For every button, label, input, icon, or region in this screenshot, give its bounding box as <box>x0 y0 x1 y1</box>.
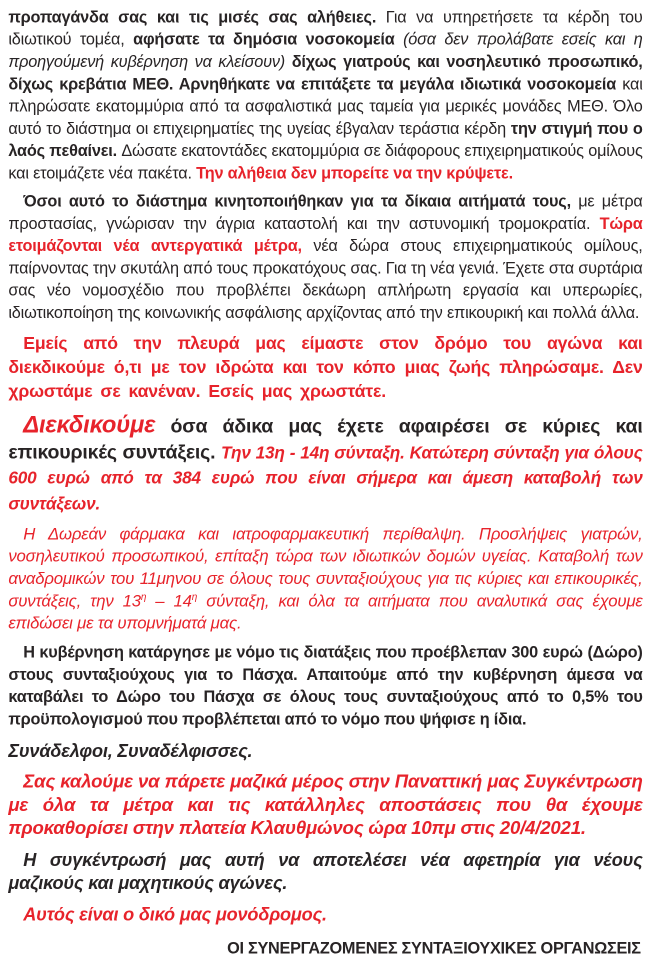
text-run: σύνταξη, και όλα τα αιτήματα που αναλυτικά σας έχουμε επιδώσει με τα υπομνήματά μας. <box>8 591 648 633</box>
text-run: (όσα δεν προλάβατε εσείς και η προηγούμενή κυβέρνηση να κλείσουν) <box>8 29 647 71</box>
text-run: Σας καλούμε να πάρετε μαζικά μέρος στην Παναττική μας Συγκέντρωση με όλα τα μέτρα και τις κατάλληλες αποστάσεις που θα έχουμε προκαθορίσει στην πλατεία Κλαυθμώνος ώρα 10πμ στις 20/4/2021. <box>8 771 648 839</box>
paragraph-one-way <box>8 904 642 926</box>
text-run: Την 13η - 14η σύνταξη. Κατώτερη σύνταξη για όλους 600 ευρώ από τα 384 ευρώ που είναι σήμερα και άμεση καταβολή των συντάξεων. <box>8 442 648 513</box>
text-run: Η Δωρεάν φάρμακα και ιατροφαρμακευτική περίθαλψη. Προσλήψεις γιατρών, νοσηλευτικού προσωπικού, επίταξη τώρα των ιδιωτικών δομών υγείας. Καταβολή των αναδρομικών του 11μηνου σε όλους τους συνταξιούχους για τις κύριες και επικουρικές, συντάξεις, την 13 <box>8 524 648 611</box>
paragraph-easter-bonus <box>8 641 647 730</box>
text-run: Τώρα ετοιμάζονται νέα αντεργατικά μέτρα, <box>8 213 647 255</box>
text-run: Η συγκέντρωσή μας αυτή να αποτελέσει νέα αφετηρία για νέους μαζικούς και μαχητικούς αγώνες. <box>8 850 648 894</box>
text-run: Διεκδικούμε <box>23 411 156 439</box>
text-run: με μέτρα προστασίας, γνώρισαν την άγρια καταστολή και την αστυνομική τρομοκρατία. <box>8 191 647 233</box>
paragraph-claim-pensions <box>8 411 648 516</box>
paragraph-manifesto <box>8 332 651 405</box>
text-run: όσα άδικα μας έχετε αφαιρέσει σε κύριες και επικουρικές συντάξεις. <box>8 415 648 463</box>
paragraph-health-system <box>8 6 647 185</box>
text-run: και πληρώσατε εκατομμύρια από τα ασφαλιστικά μας ταμεία για μερικές μονάδες ΜΕΘ. Όλο αυτό το διάστημα οι επιχειρηματίες της υγείας έβγαλαν τεράστια κέρδη <box>8 74 647 138</box>
text-run: Αυτός είναι ο δικό μας μονόδρομος. <box>23 904 327 926</box>
text-run: Όσοι αυτό το διάστημα κινητοποιήθηκαν για τα δίκαια αιτήματά τους, <box>23 191 579 211</box>
text-run: την στιγμή που ο λαός πεθαίνει. <box>8 119 647 160</box>
paragraph-colleagues-salutation <box>8 740 642 762</box>
text-run: αφήσατε τα δημόσια νοσοκομεία <box>133 29 404 49</box>
document-body <box>8 6 651 959</box>
paragraph-demands-health <box>8 523 648 635</box>
text-run: Η κυβέρνηση κατάργησε με νόμο τις διατάξεις που προέβλεπαν 300 ευρώ (Δώρο) στους συνταξιούχους για το Πάσχα. Απαιτούμε από την κυβέρνηση άμεσα να καταβάλει το Δώρο του Πάσχα σε όλους τους συνταξιούχους από το 0,5% του προϋπολογισμού που προβλέπεται από το νόμο που ψήφισε η ίδια. <box>8 642 647 729</box>
text-run: Για να υπηρετήσετε τα κέρδη του ιδιωτικού τομέα, <box>8 7 647 49</box>
text-run: η <box>191 591 198 603</box>
text-run: Εμείς από την πλευρά μας είμαστε στον δρόμο του αγώνα και διεκδικούμε ό,τι με τον ιδρώτα και τον κόπο μιας ζωής πληρώσαμε. Δεν χρωστάμε σε κανέναν. Εσείς μας χρωστάτε. <box>8 333 651 402</box>
signature-organizations <box>8 937 640 959</box>
paragraph-rally-call <box>8 771 648 841</box>
text-run: ΟΙ ΣΥΝΕΡΓΑΖΟΜΕΝΕΣ ΣΥΝΤΑΞΙΟΥΧΙΚΕΣ ΟΡΓΑΝΩΣΕΙΣ <box>227 938 641 957</box>
text-run: – 14 <box>146 591 192 611</box>
text-run: Συνάδελφοι, Συναδέλφισσες. <box>8 741 253 762</box>
text-run: η <box>140 591 147 603</box>
text-run: προπαγάνδα σας και τις μισές σας αλήθειες. <box>8 7 386 27</box>
text-run: Δώσατε εκατοντάδες εκατομμύρια σε διάφορους επιχειρηματικούς ομίλους και ετοιμάζετε νέα πακέτα. <box>8 141 647 183</box>
text-run: δίχως γιατρούς και νοσηλευτικό προσωπικό, δίχως κρεβάτια ΜΕΘ. Αρνηθήκατε να επιτάξετε τα μεγάλα ιδιωτικά νοσοκομεία <box>8 52 647 93</box>
text-run: Την αλήθεια δεν μπορείτε να την κρύψετε. <box>196 163 513 183</box>
text-run: νέα δώρα στους επιχειρηματικούς ομίλους, παίρνοντας την σκυτάλη από τους προκατόχους σας. Για τη νέα γενιά. Έχετε στα συρτάρια σας νέο νομοσχέδιο που προβλέπει δεκάωρη απλήρωτη εργασία και υπερωρίες, ιδιωτικοποίηση της κοινωνικής ασφάλισης αρχίζοντας από την επικουρική και πολλά άλλα. <box>8 236 647 322</box>
paragraph-new-start <box>8 849 648 896</box>
paragraph-repression <box>8 190 647 324</box>
